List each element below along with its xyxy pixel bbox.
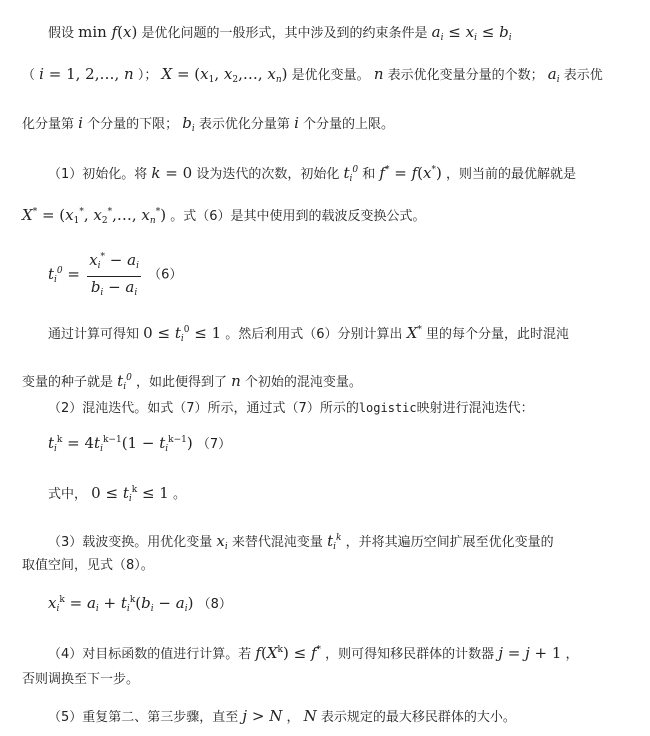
formula-i: i xyxy=(294,114,299,132)
equation-label: （7） xyxy=(196,437,232,452)
formula-b-i: $b_i$ xyxy=(182,114,195,134)
equation-7 xyxy=(48,430,231,459)
paragraph-line-17: （5）重复第二、第三步骤，直至 j > N ， N 表示规定的最大移民群体的大小。 xyxy=(48,707,516,725)
paragraph-line-11: 式中， $0 \le t_i^k \le 1$ 。 xyxy=(48,484,187,504)
formula-i: i xyxy=(78,114,83,132)
paragraph-line-2: （ i = 1, 2,…, n ）； $X = (x_1$, $x_2,\dots$, $x_n$) 是优化变量。 n 表示优化变量分量的个数； $a_i$ 表示优 xyxy=(22,65,603,85)
paragraph-line-13: 取值空间，见式（8）。 xyxy=(22,558,154,573)
formula-j-gt-n: j > N xyxy=(242,707,283,725)
formula-fraction: $\frac{x_i^* - a_i}{b_i - a_i}$ xyxy=(87,248,141,302)
formula-x-vector: $X = (x_1$, $x_2,\dots$, $x_n$) xyxy=(161,65,288,85)
paragraph-line-4: （1）初始化。将 k = 0 设为迭代的次数，初始化 $t_i^0$ 和 f* = f(x*) ，则当前的最优解就是 xyxy=(48,164,576,184)
paragraph-line-5: $X^* = (x_1^*$, $x_2^*,\dots$, $x_n^*$) 。式（6）是其中使用到的载波反变换公式。 xyxy=(22,206,426,226)
equation-6 xyxy=(48,248,182,302)
paragraph-line-3: 化分量第 i 个分量的下限； $b_i$ 表示优化分量第 i 个分量的上限。 xyxy=(22,114,395,134)
formula-t-i-k: $t_i^k$ xyxy=(327,532,342,552)
paragraph-line-7: 通过计算可得知 $0 \le t_i^0 \le 1$ 。然后利用式（6）分别计算出 X* 里的每个分量，此时混沌 xyxy=(48,324,570,344)
equation-label: （8） xyxy=(197,597,232,612)
formula-t-k-range: $0 \le t_i^k \le 1$ xyxy=(91,484,169,504)
formula-a-i: $a_i$ xyxy=(547,65,560,85)
paragraph-line-16: 否则调换至下一步。 xyxy=(22,672,140,687)
formula-x-star: $X^* = (x_1^*$, $x_2^*,\dots$, $x_n^*$) xyxy=(22,206,167,226)
paragraph-line-9: （2）混沌迭代。如式（7）所示，通过式（7）所示的logistic映射进行混沌迭代： xyxy=(48,401,534,416)
formula-x-i: $x_i$ xyxy=(216,532,228,552)
equation-8 xyxy=(48,590,232,619)
formula-t-i-0: $t_i^0$ xyxy=(343,164,359,184)
formula-t-i-0: $t_i^0$ = xyxy=(48,264,80,285)
formula-index-range: i = 1, 2,…, n xyxy=(39,65,134,83)
formula-f-star: f* = f(x*) xyxy=(379,164,442,182)
paragraph-line-1: 假设 min f(x) 是优化问题的一般形式，其中涉及到的约束条件是 $a_i \le x_i \le b_i$ xyxy=(48,23,512,43)
formula-x-star: X* xyxy=(406,324,422,342)
formula-logistic-map: $t_i^k = 4t_i^{k-1}(1 - t_i^{k-1})$ xyxy=(48,434,193,454)
formula-n: n xyxy=(231,372,241,390)
formula-t-i-0: $t_i^0$ xyxy=(117,372,132,392)
formula-k-zero: k = 0 xyxy=(151,164,193,182)
formula-f-compare: $f(X^k) \le f^*$ xyxy=(255,644,322,662)
paragraph-line-15: （4）对目标函数的值进行计算。若 $f(X^k) \le f^*$ ，则可得知移民群体的计数器 j = j + 1 ， xyxy=(48,644,579,662)
formula-min-f: min f(x) xyxy=(78,23,138,41)
equation-label: （6） xyxy=(148,267,183,283)
formula-n: n xyxy=(373,65,384,83)
formula-counter: j = j + 1 xyxy=(498,644,562,662)
paragraph-line-8: 变量的种子就是 $t_i^0$ ，如此便得到了 n 个初始的混沌变量。 xyxy=(22,372,362,392)
formula-t-range: $0 \le t_i^0 \le 1$ xyxy=(143,324,222,344)
formula-carrier-transform: $x_i^k = a_i + t_i^k(b_i - a_i)$ xyxy=(48,594,194,614)
formula-N: N xyxy=(303,707,317,725)
formula-constraint: $a_i \le x_i \le b_i$ xyxy=(431,23,512,43)
paragraph-line-12: （3）载波变换。用优化变量 $x_i$ 来替代混沌变量 $t_i^k$ ，并将其遍历空间扩展至优化变量的 xyxy=(48,532,554,552)
